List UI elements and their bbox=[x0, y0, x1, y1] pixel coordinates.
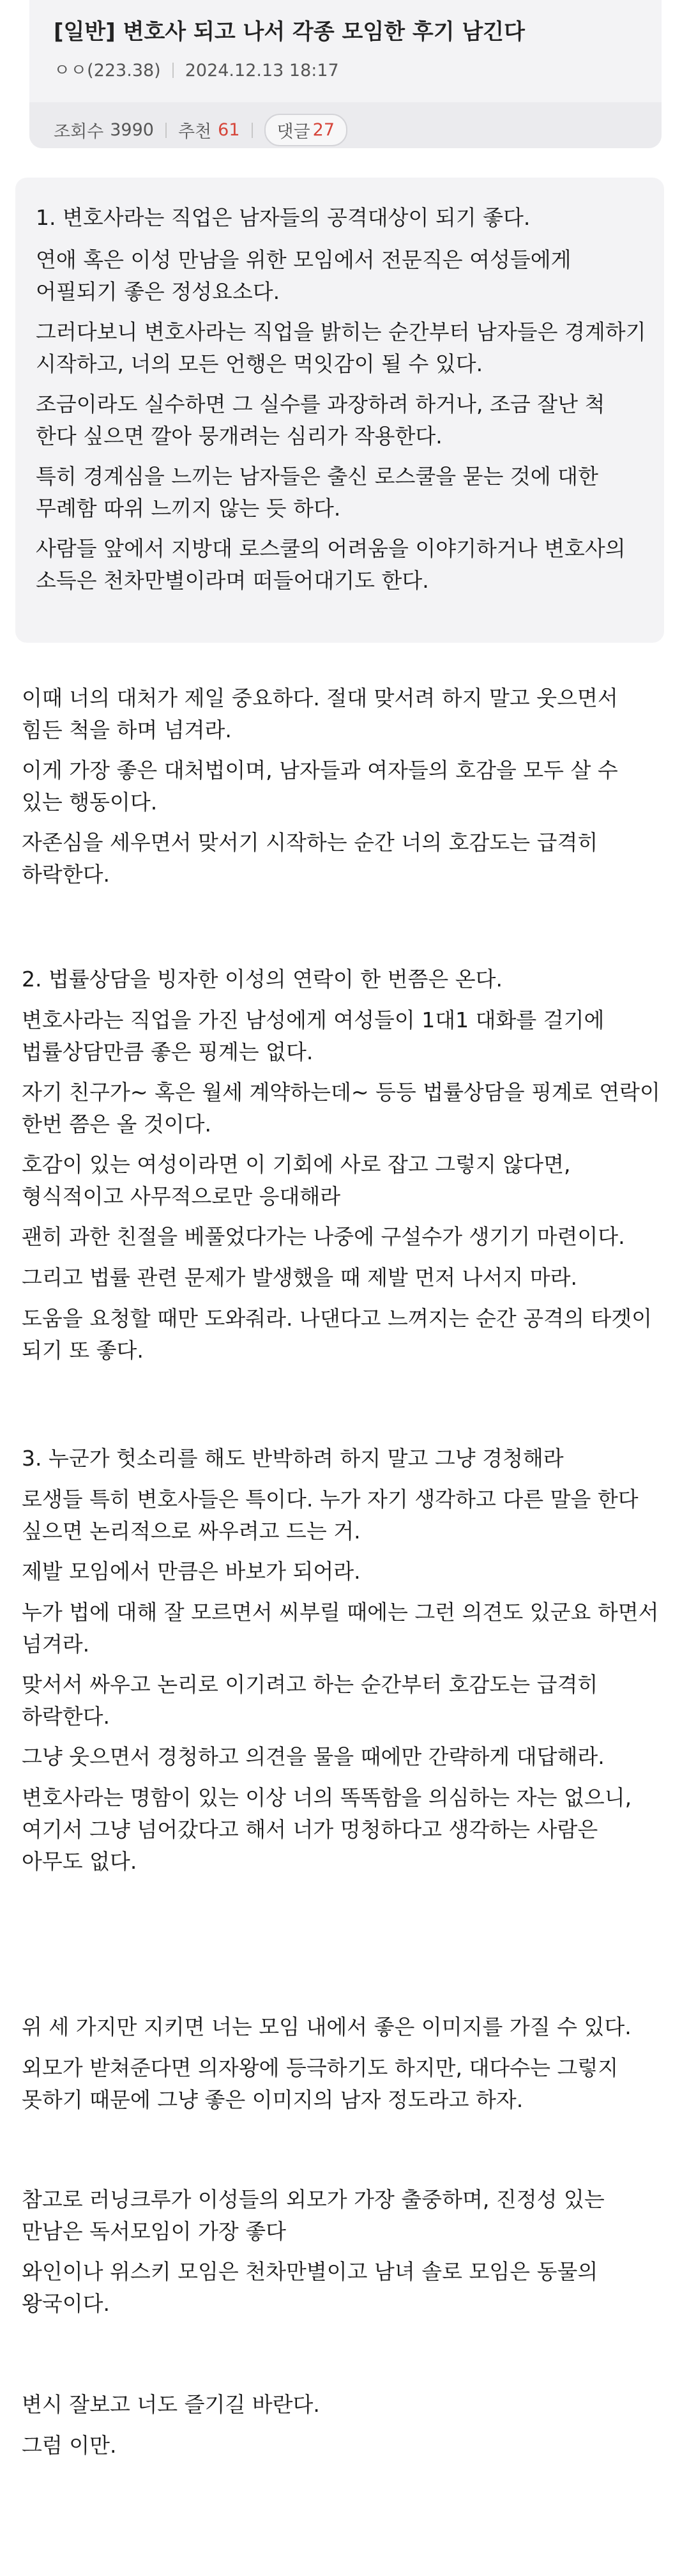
comments-count: 27 bbox=[312, 120, 335, 140]
quote-paragraph: 연애 혹은 이성 만남을 위한 모임에서 전문직은 여성들에게 어필되기 좋은 정성요소다. bbox=[36, 247, 572, 304]
body-paragraph: 변호사라는 명함이 있는 이상 너의 똑똑함을 의심하는 자는 없으니, 여기서 그냥 넘어갔다고 해서 너가 멍청하다고 생각하는 사람은 아무도 없다. bbox=[22, 1785, 632, 1874]
recommend-label: 추천 bbox=[178, 122, 212, 142]
quoted-section bbox=[15, 178, 664, 643]
body-paragraph: 위 세 가지만 지키면 너는 모임 내에서 좋은 이미지를 가질 수 있다. bbox=[22, 2014, 632, 2039]
body-paragraph: 자존심을 세우면서 맞서기 시작하는 순간 너의 호감도는 급격히 하락한다. bbox=[22, 830, 598, 887]
body-paragraph: 누가 법에 대해 잘 모르면서 씨부릴 때에는 그런 의견도 있군요 하면서 넘겨라. bbox=[22, 1600, 659, 1657]
quote-paragraph: 그러다보니 변호사라는 직업을 밝히는 순간부터 남자들은 경계하기 시작하고, 너의 모든 언행은 먹잇감이 될 수 있다. bbox=[36, 319, 646, 376]
views-count: 3990 bbox=[110, 120, 154, 140]
body-paragraph: 참고로 러닝크루가 이성들의 외모가 가장 출중하며, 진정성 있는 만남은 독서모임이 가장 좋다 bbox=[22, 2187, 605, 2244]
recommend-count: 61 bbox=[218, 120, 240, 140]
body-paragraph: 로생들 특히 변호사들은 특이다. 누가 자기 생각하고 다른 말을 한다 싶으면 논리적으로 싸우려고 드는 거. bbox=[22, 1487, 639, 1544]
quote-paragraph: 사람들 앞에서 지방대 로스쿨의 어려움을 이야기하거나 변호사의 소득은 천차만별이라며 떠들어대기도 한다. bbox=[36, 536, 626, 593]
post-header bbox=[29, 0, 662, 148]
post-stats-bar bbox=[29, 102, 662, 148]
body-paragraph: 그리고 법률 관련 문제가 발생했을 때 제발 먼저 나서지 마라. bbox=[22, 1265, 577, 1290]
section-heading: 2. 법률상담을 빙자한 이성의 연락이 한 번쯤은 온다. bbox=[22, 967, 503, 992]
body-paragraph: 그냥 웃으면서 경청하고 의견을 물을 때에만 간략하게 대답해라. bbox=[22, 1744, 605, 1769]
body-paragraph: 제발 모임에서 만큼은 바보가 되어라. bbox=[22, 1559, 361, 1584]
body-paragraph: 이때 너의 대처가 제일 중요하다. 절대 맞서려 하지 말고 웃으면서 힘든 척을 하며 넘겨라. bbox=[22, 686, 618, 742]
meta-divider bbox=[172, 63, 174, 78]
body-paragraph: 외모가 받쳐준다면 의자왕에 등극하기도 하지만, 대다수는 그렇지 못하기 때문에 그냥 좋은 이미지의 남자 정도라고 하자. bbox=[22, 2055, 619, 2112]
post-meta bbox=[54, 56, 339, 81]
post-author[interactable]: ㅇㅇ(223.38) bbox=[54, 61, 161, 80]
body-paragraph: 변호사라는 직업을 가진 남성에게 여성들이 1대1 대화를 걸기에 법률상담만큼 좋은 핑계는 없다. bbox=[22, 1008, 605, 1064]
section-heading: 3. 누군가 헛소리를 해도 반박하려 하지 말고 그냥 경청해라 bbox=[22, 1446, 564, 1471]
body-paragraph: 괜히 과한 친절을 베풀었다가는 나중에 구설수가 생기기 마련이다. bbox=[22, 1224, 625, 1249]
body-paragraph: 맞서서 싸우고 논리로 이기려고 하는 순간부터 호감도는 급격히 하락한다. bbox=[22, 1672, 598, 1729]
quote-paragraph: 조금이라도 실수하면 그 실수를 과장하려 하거나, 조금 잘난 척 한다 싶으면 깔아 뭉개려는 심리가 작용한다. bbox=[36, 392, 605, 448]
body-paragraph: 이게 가장 좋은 대처법이며, 남자들과 여자들의 호감을 모두 살 수 있는 행동이다. bbox=[22, 758, 618, 815]
comments-label: 댓글 bbox=[276, 122, 310, 142]
stats-divider bbox=[252, 123, 253, 138]
comments-button[interactable] bbox=[264, 114, 348, 146]
body-paragraph: 호감이 있는 여성이라면 이 기회에 사로 잡고 그렇지 않다면, 형식적이고 사무적으로만 응대해라 bbox=[22, 1152, 571, 1209]
post-datetime: 2024.12.13 18:17 bbox=[185, 61, 339, 80]
quote-paragraph: 특히 경계심을 느끼는 남자들은 출신 로스쿨을 묻는 것에 대한 무례함 따위 느끼지 않는 듯 하다. bbox=[36, 464, 598, 521]
post-title: [일반] 변호사 되고 나서 각종 모임한 후기 남긴다 bbox=[54, 19, 525, 45]
body-paragraph: 자기 친구가~ 혹은 월세 계약하는데~ 등등 법률상담을 핑계로 연락이 한번 쯤은 올 것이다. bbox=[22, 1080, 660, 1137]
stats-divider bbox=[165, 123, 167, 138]
body-paragraph: 도움을 요청할 때만 도와줘라. 나댄다고 느껴지는 순간 공격의 타겟이 되기 또 좋다. bbox=[22, 1306, 652, 1363]
quote-paragraph: 1. 변호사라는 직업은 남자들의 공격대상이 되기 좋다. bbox=[36, 205, 531, 230]
body-paragraph: 변시 잘보고 너도 즐기길 바란다. bbox=[22, 2392, 320, 2417]
views-label: 조회수 bbox=[54, 122, 104, 142]
body-paragraph: 와인이나 위스키 모임은 천차만별이고 남녀 솔로 모임은 동물의 왕국이다. bbox=[22, 2259, 598, 2316]
post-stats bbox=[54, 114, 347, 146]
body-paragraph: 그럼 이만. bbox=[22, 2433, 117, 2458]
